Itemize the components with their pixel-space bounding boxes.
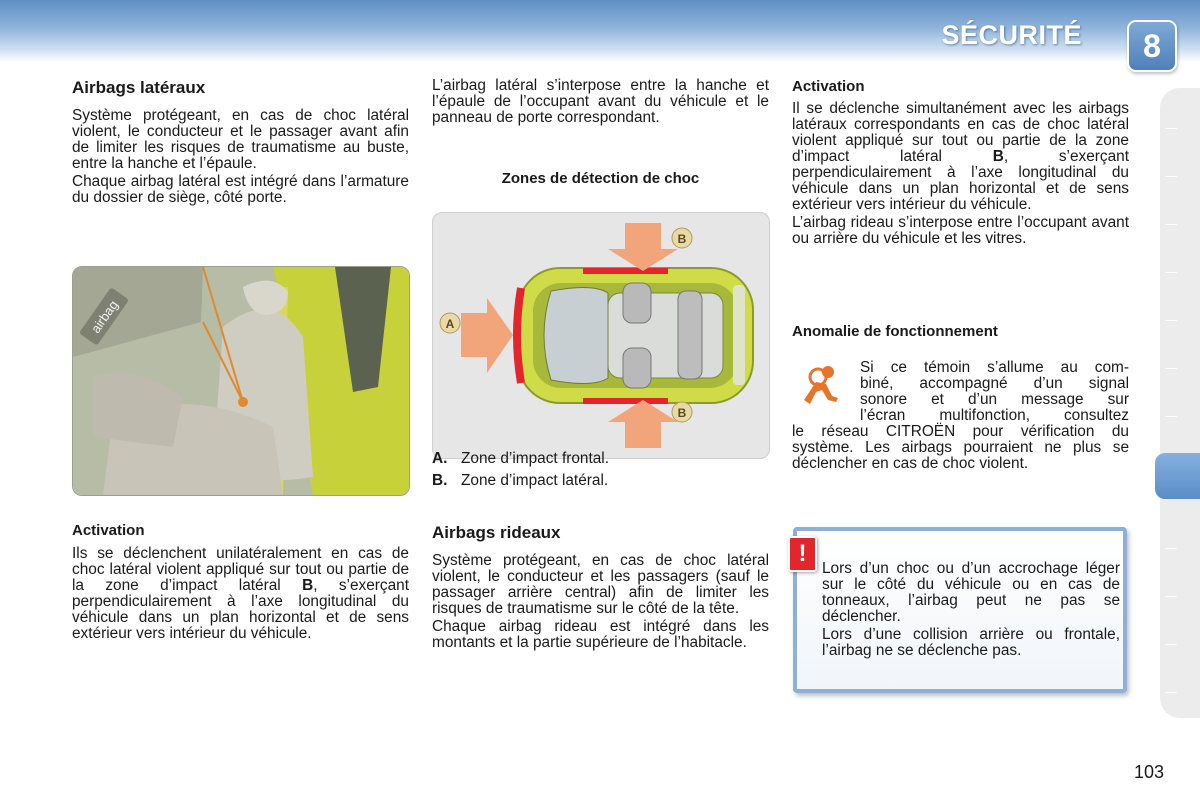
airbag-marking: airbag bbox=[87, 297, 121, 336]
rail-divider bbox=[1165, 272, 1177, 273]
rideaux-position-para: L’airbag rideau s’interpose entre l’occupant avant ou arrière du véhicule et les vitres. bbox=[792, 214, 1129, 247]
airbags-lateraux-heading: Airbags latéraux bbox=[72, 78, 206, 97]
activation-text-end: , s’exerçant perpendiculairement à l’axe longitudinal du véhicule dans un plan horizontal et de sens extérieur vers intérieur du véhicule. bbox=[72, 577, 409, 642]
seat-airbag-illustration bbox=[73, 267, 409, 495]
warning-para2: Lors d’une collision arrière ou frontale, l’airbag ne se déclenche pas. bbox=[822, 626, 1120, 659]
label-b-top: B bbox=[677, 232, 687, 246]
activation-heading: Activation bbox=[72, 522, 145, 539]
legend-text: Zone d’impact latéral. bbox=[461, 472, 609, 489]
seat-airbag-photo bbox=[72, 266, 410, 496]
anomaly-heading-wrap bbox=[792, 323, 1129, 341]
chapter-number: 8 bbox=[1143, 27, 1161, 64]
airbags-rideaux-para1: Système protégeant, en cas de choc latéral violent, le conducteur et les passagers (sauf le passager arrière central) afin de limiter les risques de traumatisme sur le côté de la tête. bbox=[432, 552, 769, 617]
side-airbag-position-para: L’airbag latéral s’interpose entre la hanche et l’épaule de l’occupant avant du véhicule et le panneau de porte correspondant. bbox=[432, 77, 769, 126]
airbags-rideaux-para2: Chaque airbag rideau est intégré dans les montants et la partie supérieure de l’habitacle. bbox=[432, 618, 769, 651]
legend-text: Zone d’impact frontal. bbox=[461, 450, 609, 467]
rail-divider bbox=[1165, 176, 1177, 177]
rail-divider bbox=[1165, 692, 1177, 693]
label-b-bottom: B bbox=[677, 406, 687, 420]
rail-divider bbox=[1165, 596, 1177, 597]
anomaly-heading: Anomalie de fonctionnement bbox=[792, 323, 998, 340]
rail-divider bbox=[1165, 416, 1177, 417]
activation-text: Il se déclenche simultanément avec les airbags latéraux correspondants en cas de choc latéral violent appliqué sur tout ou partie de la zone d’impact latéral bbox=[792, 100, 1129, 165]
section-title: SÉCURITÉ bbox=[941, 20, 1082, 50]
rail-divider bbox=[1165, 368, 1177, 369]
rideaux-activation-heading: Activation bbox=[792, 78, 865, 95]
activation-para bbox=[72, 546, 409, 642]
anomaly-line: biné, accompagné d’un signal bbox=[860, 375, 1129, 392]
anomaly-line: Si ce témoin s’allume au com- bbox=[860, 359, 1129, 376]
legend-letter: B. bbox=[432, 472, 448, 489]
airbags-lateraux-para1: Système protégeant, en cas de choc latéral violent, le conducteur et le passager avant afin de limiter les risques de traumatisme au buste, entre la hanche et l’épaule. bbox=[72, 107, 409, 172]
rail-divider bbox=[1165, 548, 1177, 549]
airbag-warning-light-icon bbox=[798, 362, 844, 408]
chapter-tab-rail bbox=[1160, 88, 1200, 718]
warning-text bbox=[822, 561, 1120, 659]
col2-rideaux bbox=[432, 523, 769, 651]
anomaly-lines bbox=[860, 360, 1129, 424]
rail-divider bbox=[1165, 320, 1177, 321]
rail-divider bbox=[1165, 128, 1177, 129]
impact-zones-diagram bbox=[432, 212, 770, 459]
zone-b-ref: B bbox=[302, 577, 314, 594]
airbags-rideaux-heading: Airbags rideaux bbox=[432, 523, 561, 542]
chapter-tab[interactable] bbox=[1127, 20, 1177, 72]
impact-zones-svg bbox=[433, 213, 769, 458]
col3-activation bbox=[792, 78, 1129, 247]
col1-activation bbox=[72, 522, 409, 642]
col2-intro bbox=[432, 78, 769, 126]
anomaly-rest-para: le réseau CITROËN pour vérification du système. Les airbags pourraient ne plus se déclencher en cas de choc violent. bbox=[792, 423, 1129, 472]
rail-divider bbox=[1165, 224, 1177, 225]
airbags-lateraux-para2: Chaque airbag latéral est intégré dans l’armature du dossier de siège, côté porte. bbox=[72, 173, 409, 206]
col1-intro bbox=[72, 78, 409, 206]
legend-item-b bbox=[432, 471, 769, 491]
legend-letter: A. bbox=[432, 450, 448, 467]
diagram-legend bbox=[432, 449, 769, 491]
legend-item-a bbox=[432, 449, 769, 469]
activation-text: Ils se déclenchent unilatéralement en cas de choc latéral violent appliqué sur tout ou partie de la zone d’impact latéral bbox=[72, 545, 409, 594]
diagram-title: Zones de détection de choc bbox=[501, 170, 700, 187]
warning-para1: Lors d’un choc ou d’un accrochage léger sur le côté du véhicule ou en cas de tonneaux, l’airbag peut ne pas se déclencher. bbox=[822, 560, 1120, 625]
rail-divider bbox=[1165, 644, 1177, 645]
page-number: 103 bbox=[1134, 762, 1165, 782]
exclamation-icon: ! bbox=[788, 536, 817, 572]
label-a: A bbox=[445, 317, 455, 331]
diagram-title-wrap bbox=[432, 170, 769, 188]
rideaux-activation-para bbox=[792, 101, 1129, 213]
activation-text-end: , s’exerçant perpendiculairement à l’axe longitudinal du véhicule dans un plan horizontal et de sens extérieur vers intérieur du véhicule. bbox=[792, 148, 1130, 213]
anomaly-rest-wrap bbox=[792, 424, 1129, 472]
zone-b-ref: B bbox=[992, 148, 1004, 165]
anomaly-line: l’écran multifonction, consultez bbox=[860, 407, 1129, 424]
active-chapter-tab[interactable] bbox=[1155, 453, 1200, 499]
anomaly-line: sonore et d’un message sur bbox=[860, 391, 1129, 408]
